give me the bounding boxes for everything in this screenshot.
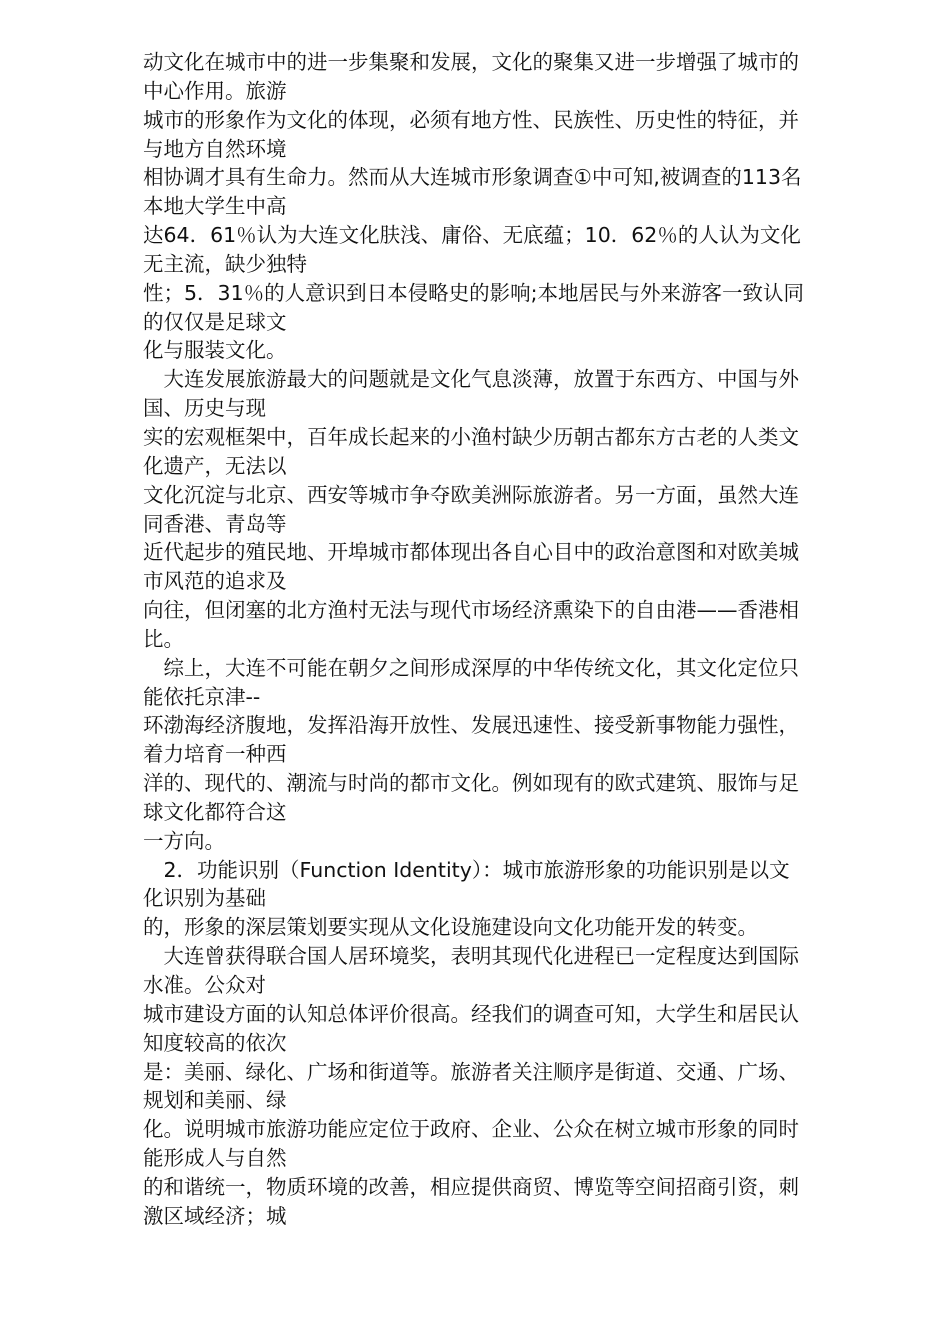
text-line: 规划和美丽、绿 <box>143 1088 287 1113</box>
text-line: 激区域经济；城 <box>143 1203 287 1228</box>
text-line: 向往，但闭塞的北方渔村无法与现代市场经济熏染下的自由港——香港相 <box>143 598 799 623</box>
text-line: 一方向。 <box>143 828 225 853</box>
text-line: 水准。公众对 <box>143 973 266 997</box>
text-line: 化识别为基础 <box>143 886 266 911</box>
text-line: 化与服装文化。 <box>143 338 287 363</box>
text-line: 本地大学生中高 <box>143 194 287 219</box>
paragraph-start-line: 综上，大连不可能在朝夕之间形成深厚的中华传统文化，其文化定位只 <box>143 655 799 680</box>
document-body <box>143 48 878 1231</box>
text-line: 城市建设方面的认知总体评价很高。经我们的调查可知，大学生和居民认 <box>143 1001 799 1026</box>
text-line: 近代起步的殖民地、开埠城市都体现出各自心目中的政治意图和对欧美城 <box>143 540 799 565</box>
text-line: 中心作用。旅游 <box>143 78 287 103</box>
paragraph-start-line: 大连发展旅游最大的问题就是文化气息淡薄，放置于东西方、中国与外 <box>143 367 799 392</box>
text-line: 实的宏观框架中，百年成长起来的小渔村缺少历朝古都东方古老的人类文 <box>143 424 799 449</box>
text-line: 球文化都符合这 <box>143 799 287 824</box>
paragraph-start-line: 2．功能识别（Function Identity）：城市旅游形象的功能识别是以文 <box>143 857 790 882</box>
text-line: 相协调才具有生命力。然而从大连城市形象调查①中可知,被调查的113名 <box>143 165 802 190</box>
text-line: 比。 <box>143 626 184 651</box>
text-line: 着力培育一种西 <box>143 742 287 767</box>
text-line: 化。说明城市旅游功能应定位于政府、企业、公众在树立城市形象的同时 <box>143 1117 799 1142</box>
text-line: 的仅仅是足球文 <box>143 309 287 334</box>
text-line: 与地方自然环境 <box>143 136 287 161</box>
text-line: 市风范的追求及 <box>143 569 287 594</box>
text-line: 国、历史与现 <box>143 396 266 421</box>
text-line: 文化沉淀与北京、西安等城市争夺欧美洲际旅游者。另一方面，虽然大连 <box>143 482 799 507</box>
text-line: 的和谐统一，物质环境的改善，相应提供商贸、博览等空间招商引资，刺 <box>143 1174 799 1199</box>
text-line: 性；5．31％的人意识到日本侵略史的影响;本地居民与外来游客一致认同 <box>143 280 805 305</box>
text-line: 知度较高的依次 <box>143 1030 287 1055</box>
paragraph-start-line: 大连曾获得联合国人居环境奖，表明其现代化进程已一定程度达到国际 <box>143 944 799 969</box>
text-line: 动文化在城市中的进一步集聚和发展，文化的聚集又进一步增强了城市的 <box>143 50 799 74</box>
text-line: 同香港、青岛等 <box>143 511 287 536</box>
text-line: 能形成人与自然 <box>143 1146 287 1171</box>
text-line: 达64．61％认为大连文化肤浅、庸俗、无底蕴；10．62％的人认为文化 <box>143 223 801 248</box>
text-line: 城市的形象作为文化的体现，必须有地方性、民族性、历史性的特征，并 <box>143 107 799 132</box>
text-line: 环渤海经济腹地，发挥沿海开放性、发展迅速性、接受新事物能力强性， <box>143 713 799 738</box>
text-line: 的，形象的深层策划要实现从文化设施建设向文化功能开发的转变。 <box>143 915 758 940</box>
text-line: 是：美丽、绿化、广场和街道等。旅游者关注顺序是街道、交通、广场、 <box>143 1059 799 1084</box>
text-line: 无主流，缺少独特 <box>143 251 307 276</box>
text-line: 能依托京津-- <box>143 684 261 709</box>
text-line: 化遗产，无法以 <box>143 453 287 478</box>
text-line: 洋的、现代的、潮流与时尚的都市文化。例如现有的欧式建筑、服饰与足 <box>143 771 799 796</box>
